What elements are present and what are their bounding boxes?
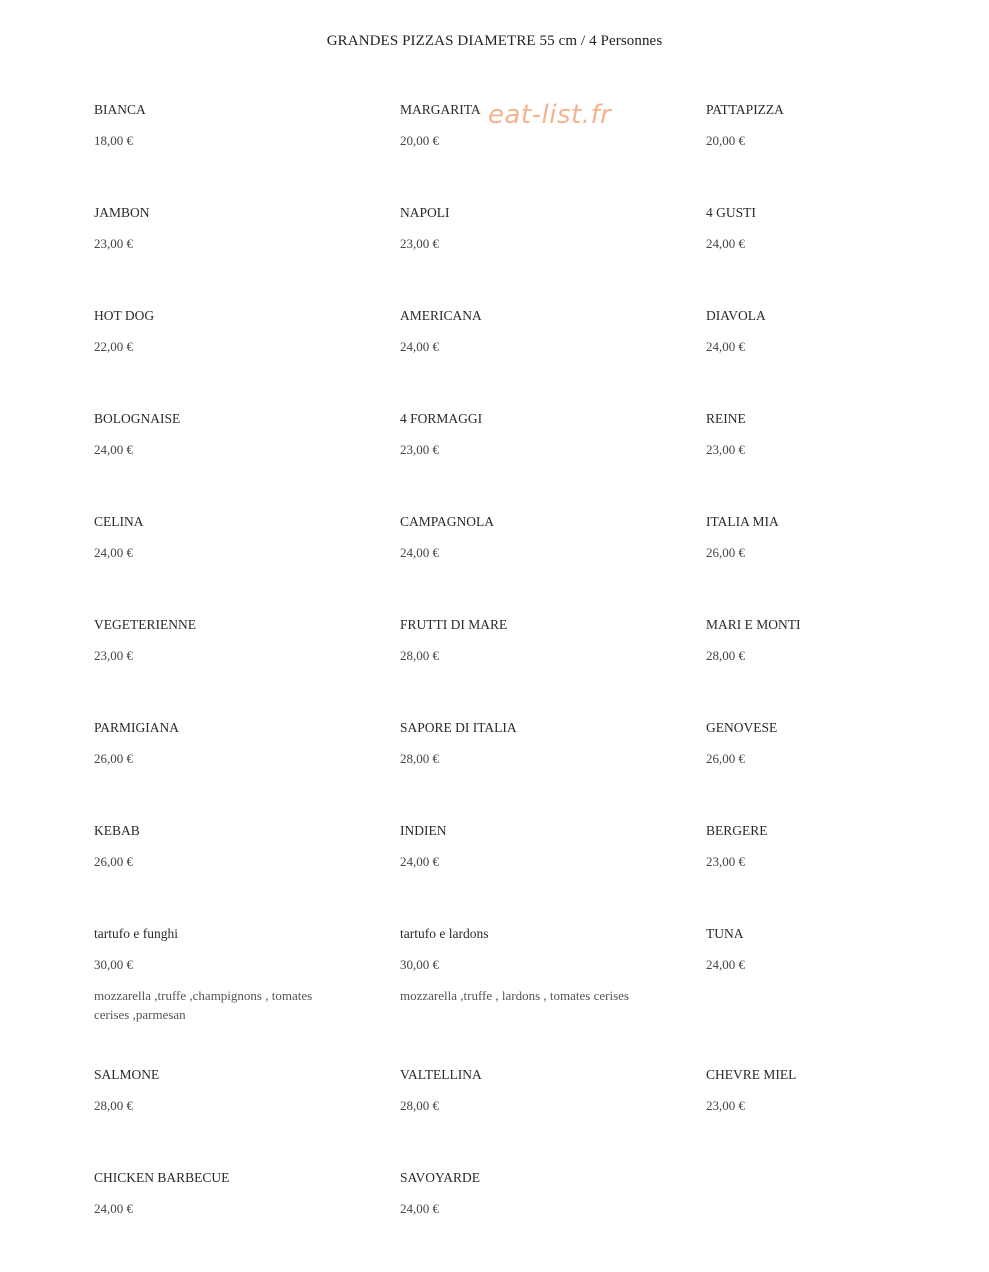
menu-item-price: 23,00 €	[706, 442, 745, 457]
menu-item-name: CHEVRE MIEL	[706, 1067, 797, 1082]
menu-item-price: 23,00 €	[400, 442, 439, 457]
menu-item-name: MARGARITA	[400, 102, 481, 117]
menu-item-price: 30,00 €	[94, 957, 133, 972]
menu-item-name: REINE	[706, 411, 746, 426]
menu-item	[400, 307, 706, 410]
menu-item-name: INDIEN	[400, 823, 447, 838]
menu-item-price: 23,00 €	[706, 854, 745, 869]
menu-item-name: MARI E MONTI	[706, 617, 801, 632]
menu-item-name: AMERICANA	[400, 308, 482, 323]
menu-item-name: 4 FORMAGGI	[400, 411, 483, 426]
menu-item-price: 22,00 €	[94, 339, 133, 354]
menu-item	[706, 513, 934, 616]
menu-item	[400, 410, 706, 513]
menu-item-price: 24,00 €	[706, 957, 745, 972]
menu-item-price: 26,00 €	[94, 751, 133, 766]
menu-item-name: DIAVOLA	[706, 308, 766, 323]
menu-item	[94, 307, 400, 410]
menu-item-name: FRUTTI DI MARE	[400, 617, 508, 632]
menu-item-price: 28,00 €	[400, 648, 439, 663]
menu-item-name: CHICKEN BARBECUE	[94, 1170, 230, 1185]
menu-item-price: 24,00 €	[94, 442, 133, 457]
menu-item-price: 23,00 €	[400, 236, 439, 251]
menu-item-price: 18,00 €	[94, 133, 133, 148]
menu-item-price: 20,00 €	[400, 133, 439, 148]
menu-item-price: 24,00 €	[400, 545, 439, 560]
menu-item-price: 26,00 €	[706, 751, 745, 766]
menu-item-name: VALTELLINA	[400, 1067, 482, 1082]
menu-item	[706, 925, 934, 1066]
menu-item	[400, 719, 706, 822]
menu-item-name: SALMONE	[94, 1067, 160, 1082]
menu-item-name: PARMIGIANA	[94, 720, 180, 735]
menu-item	[706, 616, 934, 719]
watermark: eat-list.fr	[488, 100, 612, 130]
menu-item-name: CELINA	[94, 514, 144, 529]
menu-item	[706, 1066, 934, 1169]
menu-item-price: 24,00 €	[94, 1201, 133, 1216]
menu-item	[94, 204, 400, 307]
menu-item-name: TUNA	[706, 926, 744, 941]
menu-item-name: VEGETERIENNE	[94, 617, 196, 632]
menu-item	[400, 204, 706, 307]
menu-item	[400, 1169, 706, 1272]
menu-item	[706, 410, 934, 513]
menu-item-name: SAVOYARDE	[400, 1170, 481, 1185]
menu-item-name: KEBAB	[94, 823, 140, 838]
menu-item	[706, 101, 934, 204]
menu-item-price: 24,00 €	[94, 545, 133, 560]
menu-item-name: 4 GUSTI	[706, 205, 756, 220]
menu-item-name: GENOVESE	[706, 720, 778, 735]
menu-item-name: NAPOLI	[400, 205, 450, 220]
menu-item-price: 24,00 €	[400, 854, 439, 869]
menu-item-price: 28,00 €	[706, 648, 745, 663]
menu-item	[94, 1169, 400, 1272]
menu-item-price: 26,00 €	[706, 545, 745, 560]
menu-item-name: CAMPAGNOLA	[400, 514, 495, 529]
menu-item	[706, 204, 934, 307]
menu-item	[400, 822, 706, 925]
menu-item-price: 28,00 €	[400, 1098, 439, 1113]
menu-item	[94, 513, 400, 616]
menu-item-description: mozzarella ,truffe , lardons , tomates cerises	[400, 988, 629, 1003]
menu-item	[400, 1066, 706, 1169]
menu-item-price: 24,00 €	[400, 1201, 439, 1216]
menu-item	[94, 616, 400, 719]
menu-item-price: 30,00 €	[400, 957, 439, 972]
menu-item-price: 24,00 €	[706, 339, 745, 354]
menu-item-name: HOT DOG	[94, 308, 155, 323]
menu-grid	[94, 101, 934, 1272]
menu-item	[94, 822, 400, 925]
menu-item	[400, 925, 706, 1066]
menu-item	[94, 101, 400, 204]
menu-item	[706, 822, 934, 925]
menu-item-name: BIANCA	[94, 102, 146, 117]
menu-item-price: 23,00 €	[94, 236, 133, 251]
menu-item-price: 28,00 €	[94, 1098, 133, 1113]
menu-item	[94, 1066, 400, 1169]
menu-item-price: 28,00 €	[400, 751, 439, 766]
menu-item	[706, 307, 934, 410]
menu-item-name: BERGERE	[706, 823, 768, 838]
menu-item-price: 23,00 €	[706, 1098, 745, 1113]
page-title: GRANDES PIZZAS DIAMETRE 55 cm / 4 Personnes	[326, 33, 663, 49]
menu-item-price: 20,00 €	[706, 133, 745, 148]
menu-item	[400, 616, 706, 719]
menu-item	[400, 513, 706, 616]
menu-item-description: mozzarella ,truffe ,champignons , tomates cerises ,parmesan	[94, 988, 313, 1022]
menu-item-price: 26,00 €	[94, 854, 133, 869]
menu-item-price: 23,00 €	[94, 648, 133, 663]
menu-item	[706, 719, 934, 822]
menu-item-name: tartufo e funghi	[94, 926, 178, 941]
menu-item	[94, 925, 400, 1066]
menu-item-price: 24,00 €	[706, 236, 745, 251]
menu-item-name: JAMBON	[94, 205, 150, 220]
menu-item-name: SAPORE DI ITALIA	[400, 720, 517, 735]
menu-item-name: tartufo e lardons	[400, 926, 489, 941]
menu-item-name: PATTAPIZZA	[706, 102, 784, 117]
menu-item-price: 24,00 €	[400, 339, 439, 354]
menu-item-name: BOLOGNAISE	[94, 411, 181, 426]
menu-item	[94, 410, 400, 513]
menu-item	[94, 719, 400, 822]
menu-item-name: ITALIA MIA	[706, 514, 779, 529]
